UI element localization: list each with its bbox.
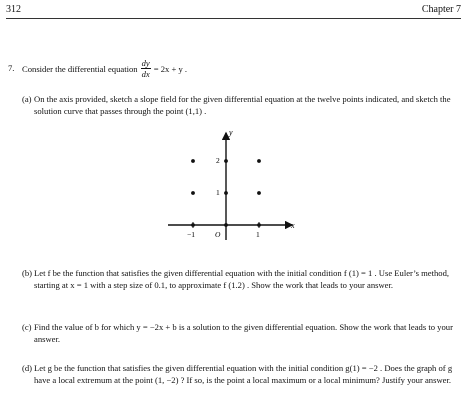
part-d — [22, 362, 454, 386]
grid-point-5 — [257, 191, 261, 195]
grid-point-1 — [224, 223, 228, 227]
grid-point-7 — [224, 159, 228, 163]
grid-point-4 — [224, 191, 228, 195]
part-c-text: Find the value of b for which y = −2x + b is a solution to the given differential equation. Show the work that leads to your answer. — [34, 322, 453, 344]
x-axis-label: x — [291, 221, 295, 230]
page-number: 312 — [6, 4, 21, 15]
part-c-label: (c) — [22, 322, 32, 332]
x-tick-neg1: −1 — [187, 230, 195, 239]
part-b — [22, 267, 454, 291]
x-tick-1: 1 — [256, 230, 260, 239]
y-tick-2: 2 — [216, 156, 220, 165]
grid-point-2 — [257, 223, 261, 227]
chapter-title: Chapter 7 — [421, 4, 461, 15]
part-d-label: (d) — [22, 363, 33, 373]
y-axis-label: y — [229, 128, 233, 137]
question-number: 7. — [8, 63, 15, 73]
derivative-numerator: dy — [141, 58, 150, 68]
origin-label: O — [215, 230, 221, 239]
part-b-text: Let f be the function that satisfies the given differential equation with the initial condition f (1) = 1 . Use Euler’s method, starting at x = 1 with a step size of 0.1, to approximate f (1.2) . Show the work that leads to your answer. — [34, 268, 450, 290]
part-b-label: (b) — [22, 268, 33, 278]
grid-point-8 — [257, 159, 261, 163]
grid-point-6 — [191, 159, 195, 163]
part-a-text: On the axis provided, sketch a slope field for the given differential equation at the twelve points indicated, and sketch the solution curve that passes through the point (1,1) . — [34, 94, 451, 116]
grid-point-0 — [191, 223, 195, 227]
part-c — [22, 321, 454, 345]
y-tick-1: 1 — [216, 188, 220, 197]
part-d-text: Let g be the function that satisfies the given differential equation with the initial condition g(1) = −2 . Does the graph of g have a local extremum at the point (1, −2) ? If so, is the point a local maximum or a local minimum? Justify your answer. — [34, 363, 453, 385]
stem-prefix: Consider the differential equation — [22, 63, 138, 74]
derivative-denominator: dx — [141, 69, 150, 79]
grid-point-3 — [191, 191, 195, 195]
stem-rhs: = 2x + y . — [153, 63, 188, 74]
part-a-label: (a) — [22, 94, 32, 104]
